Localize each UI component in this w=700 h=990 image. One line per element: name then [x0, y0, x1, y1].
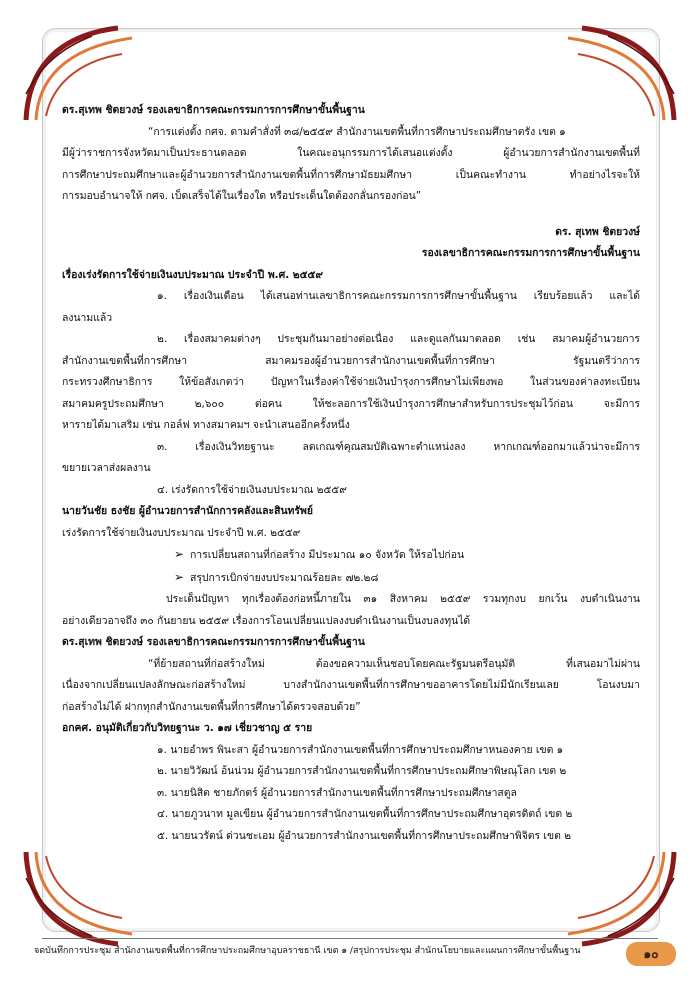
page-number-badge: ๑๐	[626, 942, 676, 966]
heading-line: ดร. สุเทพ ชิตยวงษ์	[555, 225, 640, 238]
text-line: ๔. เร่งรัดการใช้จ่ายเงินงบประมาณ ๒๕๕๙	[157, 483, 347, 496]
footer-divider	[42, 938, 658, 939]
arrow-bullet-icon: ➢	[174, 547, 185, 561]
text-line: ก่อสร้างไม่ได้ ฝากทุกสำนักงานเขตพื้นที่การศึกษาได้ตรวจสอบด้วย”	[62, 700, 361, 713]
text-line: ๓. เรื่องเงินวิทยฐานะ ลดเกณฑ์คุณสมบัติเฉพาะตำแหน่งลง หากเกณฑ์ออกมาแล้วน่าจะมีการ	[157, 440, 640, 453]
heading-line: อกคศ. อนุมัติเกี่ยวกับวิทยฐานะ ว. ๑๗ เชี่ยวชาญ ๕ ราย	[62, 722, 313, 734]
text-line: เร่งรัดการใช้จ่ายเงินงบประมาณ ประจำปี พ.ศ. ๒๕๕๙	[62, 526, 301, 539]
text-line: อย่างเดียวอาจถึง ๓๐ กันยายน ๒๕๕๙ เรื่องการโอนเปลี่ยนแปลงงบดำเนินงานเป็นงบลงทุนได้	[62, 614, 471, 627]
document-body	[62, 100, 640, 847]
text-line: “ที่ย้ายสถานที่ก่อสร้างใหม่ ต้องขอความเห็นชอบโดยคณะรัฐมนตรีอนุมัติ ที่เสนอมาไม่ผ่าน	[148, 657, 640, 670]
text-line: ขยายเวลาส่งผลงาน	[62, 462, 151, 474]
text-line: สำนักงานเขตพื้นที่การศึกษา สมาคมรองผู้อำนวยการสำนักงานเขตพื้นที่การศึกษา รัฐมนตรีว่าการ	[62, 354, 640, 367]
text-line: การมอบอำนาจให้ กศจ. เบ็ดเสร็จได้ในเรื่องใด หรือประเด็นใดต้องกลั่นกรองก่อน”	[62, 190, 422, 202]
text-line: เนื่องจากเปลี่ยนแปลงลักษณะก่อสร้างใหม่ บางสำนักงานเขตพื้นที่การศึกษาขออาคารโดยไม่มีนักเรียนเลย โอนงบมา	[62, 679, 640, 691]
text-line: ๒. เรื่องสมาคมต่างๆ ประชุมกันมาอย่างต่อเนื่อง และดูแลกันมาตลอด เช่น สมาคมผู้อำนวยการ	[157, 333, 640, 345]
corner-ornament-bottom-right	[558, 848, 678, 948]
heading-line: เรื่องเร่งรัดการใช้จ่ายเงินงบประมาณ ประจำปี พ.ศ. ๒๕๕๙	[62, 268, 323, 281]
text-line: หารายได้มาเสริม เช่น กอล์ฟ ทางสมาคมฯ จะนำเสนออีกครั้งหนึ่ง	[62, 419, 350, 431]
text-line: ๓. นายนิสิต ชายภักตร์ ผู้อำนวยการสำนักงานเขตพื้นที่การศึกษาประถมศึกษาสตูล	[157, 786, 517, 799]
bullet-item	[62, 544, 640, 567]
bullet-text: การเปลี่ยนสถานที่ก่อสร้าง มีประมาณ ๑๐ จังหวัด ให้รอไปก่อน	[190, 549, 465, 561]
heading-line: รองเลขาธิการคณะกรรมการการศึกษาขั้นพื้นฐาน	[421, 247, 640, 259]
bullet-item	[62, 567, 640, 590]
text-line: ลงนามแล้ว	[62, 311, 113, 324]
text-line: ๒. นายวิวัฒน์ อ้นน่วม ผู้อำนวยการสำนักงานเขตพื้นที่การศึกษาประถมศึกษาพิษณุโลก เขต ๒	[157, 765, 567, 777]
text-line: “การแต่งตั้ง กศจ. ตามคำสั่งที่ ๓๘/๒๕๕๙ สำนักงานเขตพื้นที่การศึกษาประถมศึกษาตรัง เขต ๑	[148, 125, 566, 138]
corner-ornament-bottom-left	[22, 848, 142, 948]
text-line: ๑. นายอำพร พินะสา ผู้อำนวยการสำนักงานเขตพื้นที่การศึกษาประถมศึกษาหนองคาย เขต ๑	[157, 743, 564, 756]
text-line: กระทรวงศึกษาธิการ ให้ข้อสังเกตว่า ปัญหาในเรื่องค่าใช้จ่ายเงินบำรุงการศึกษาไม่เพียงพอ ในส่วนของค่าลงทะเบียน	[62, 376, 640, 388]
text-line: ๕. นายนวรัตน์ ด่วนชะเอม ผู้อำนวยการสำนักงานเขตพื้นที่การศึกษาประถมศึกษาพิจิตร เขต ๒	[157, 829, 571, 842]
footer-text: จดบันทึกการประชุม สำนักงานเขตพื้นที่การศึกษาประถมศึกษาอุบลราชธานี เขต ๑ /สรุปการประชุม สำนักนโยบายและแผนการศึกษาขั้นพื้นฐาน	[34, 946, 581, 956]
text-line: ๔. นายภูวนาท มูลเขียน ผู้อำนวยการสำนักงานเขตพื้นที่การศึกษาประถมศึกษาอุตรดิตถ์ เขต ๒	[157, 808, 573, 820]
text-line: ประเด็นปัญหา ทุกเรื่องต้องก่อหนี้ภายใน ๓๑ สิงหาคม ๒๕๕๙ รวมทุกงบ ยกเว้น งบดำเนินงาน	[166, 593, 640, 605]
text-line: การศึกษาประถมศึกษาและผู้อำนวยการสำนักงานเขตพื้นที่การศึกษามัธยมศึกษา เป็นคณะทำงาน ทำอย่างไรจะให้	[62, 168, 640, 181]
heading-line: นายวันชัย ธงชัย ผู้อำนวยการสำนักการคลังและสินทรัพย์	[62, 505, 313, 517]
arrow-bullet-icon: ➢	[174, 569, 185, 584]
heading-line: ดร.สุเทพ ชิตยวงษ์ รองเลขาธิการคณะกรรมการการศึกษาขั้นพื้นฐาน	[62, 104, 365, 116]
bullet-text: สรุปการเบิกจ่ายงบประมาณร้อยละ ๗๒.๒๘	[190, 571, 379, 584]
text-line: ๑. เรื่องเงินเดือน ได้เสนอท่านเลขาธิการคณะกรรมการการศึกษาขั้นพื้นฐาน เรียบร้อยแล้ว และได้	[157, 290, 640, 302]
heading-line: ดร.สุเทพ ชิตยวงษ์ รองเลขาธิการคณะกรรมการการศึกษาขั้นพื้นฐาน	[62, 636, 365, 648]
text-line: สมาคมครูประถมศึกษา ๒,๖๐๐ ต่อคน ให้ชะลอการใช้เงินบำรุงการศึกษาสำหรับการประชุมไว้ก่อน จะมีการ	[62, 397, 640, 410]
text-line: มีผู้ว่าราชการจังหวัดมาเป็นประธานตลอด ในคณะอนุกรรมการได้เสนอแต่งตั้ง ผู้อำนวยการสำนักงานเขตพื้นที่	[62, 147, 640, 159]
paragraph-gap	[62, 208, 640, 222]
